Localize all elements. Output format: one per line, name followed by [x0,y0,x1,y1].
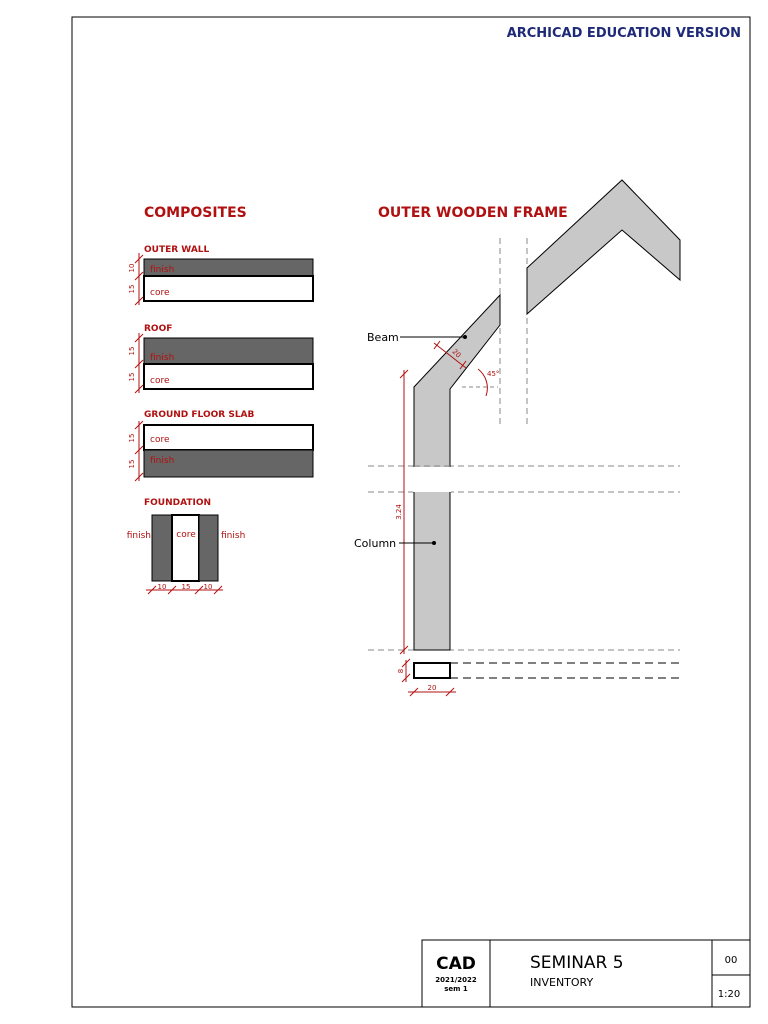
foundation-core [172,515,199,581]
foundation-finish-right-text: finish [221,531,246,541]
dim-tick [434,341,440,349]
outer-wall-dim-finish: 10 [128,263,136,273]
angle-arc [478,369,487,396]
foundation-dim-1: 10 [157,583,167,591]
scale-text: 1:20 [717,989,741,1000]
outer-wall-finish-text: finish [150,265,175,275]
sheet-border [72,17,750,1007]
height-dim-text: 3.24 [395,504,403,520]
slab-finish-text: finish [150,456,175,466]
foundation-dim-3: 10 [203,583,213,591]
slab-dim-core: 15 [128,433,136,443]
outer-wall-core-text: core [150,288,170,298]
roof-dim-finish: 15 [128,346,136,356]
outer-wall-composite [128,245,313,305]
roof-core-text: core [150,376,170,386]
outer-wall-label: OUTER WALL [144,245,210,255]
roof-rafter [527,180,680,314]
roof-composite [128,324,313,393]
subtitle-text: INVENTORY [530,976,594,989]
ground-floor-slab-composite [128,410,313,481]
beam-dim-text: 20 [450,347,463,360]
sem-text: sem 1 [444,985,468,993]
foundation-finish-right [199,515,218,581]
foundation-label: FOUNDATION [144,498,212,508]
composites-title: COMPOSITES [144,205,247,221]
column-leader-dot [432,541,436,545]
roof-dim-core: 15 [128,372,136,382]
seminar-text: SEMINAR 5 [530,953,624,973]
foundation-core-text: core [176,530,196,540]
slab-core-text: core [150,435,170,445]
slab-dim-finish: 15 [128,459,136,469]
cad-text: CAD [436,954,476,974]
base-sill [414,663,450,678]
base-dim-w-text: 20 [427,684,437,692]
beam-leader-dot [463,335,467,339]
foundation-composite [127,498,246,594]
outer-wall-dim-core: 15 [128,284,136,294]
foundation-finish-left [152,515,172,581]
beam-label: Beam [367,331,399,344]
sheet-number: 00 [724,955,738,966]
roof-finish-text: finish [150,353,175,363]
ground-floor-slab-label: GROUND FLOOR SLAB [144,410,255,420]
year-text: 2021/2022 [435,976,477,984]
angle-text: 45° [487,370,500,378]
base-dim-h-text: 8 [397,668,405,674]
foundation-dim-2: 15 [181,583,191,591]
foundation-finish-left-text: finish [126,531,151,541]
slab-gap [413,467,451,492]
watermark-text: ARCHICAD EDUCATION VERSION [506,26,741,41]
roof-label: ROOF [144,324,173,334]
title-block [422,940,750,1007]
frame-title: OUTER WOODEN FRAME [378,205,568,221]
column-label: Column [354,537,397,550]
